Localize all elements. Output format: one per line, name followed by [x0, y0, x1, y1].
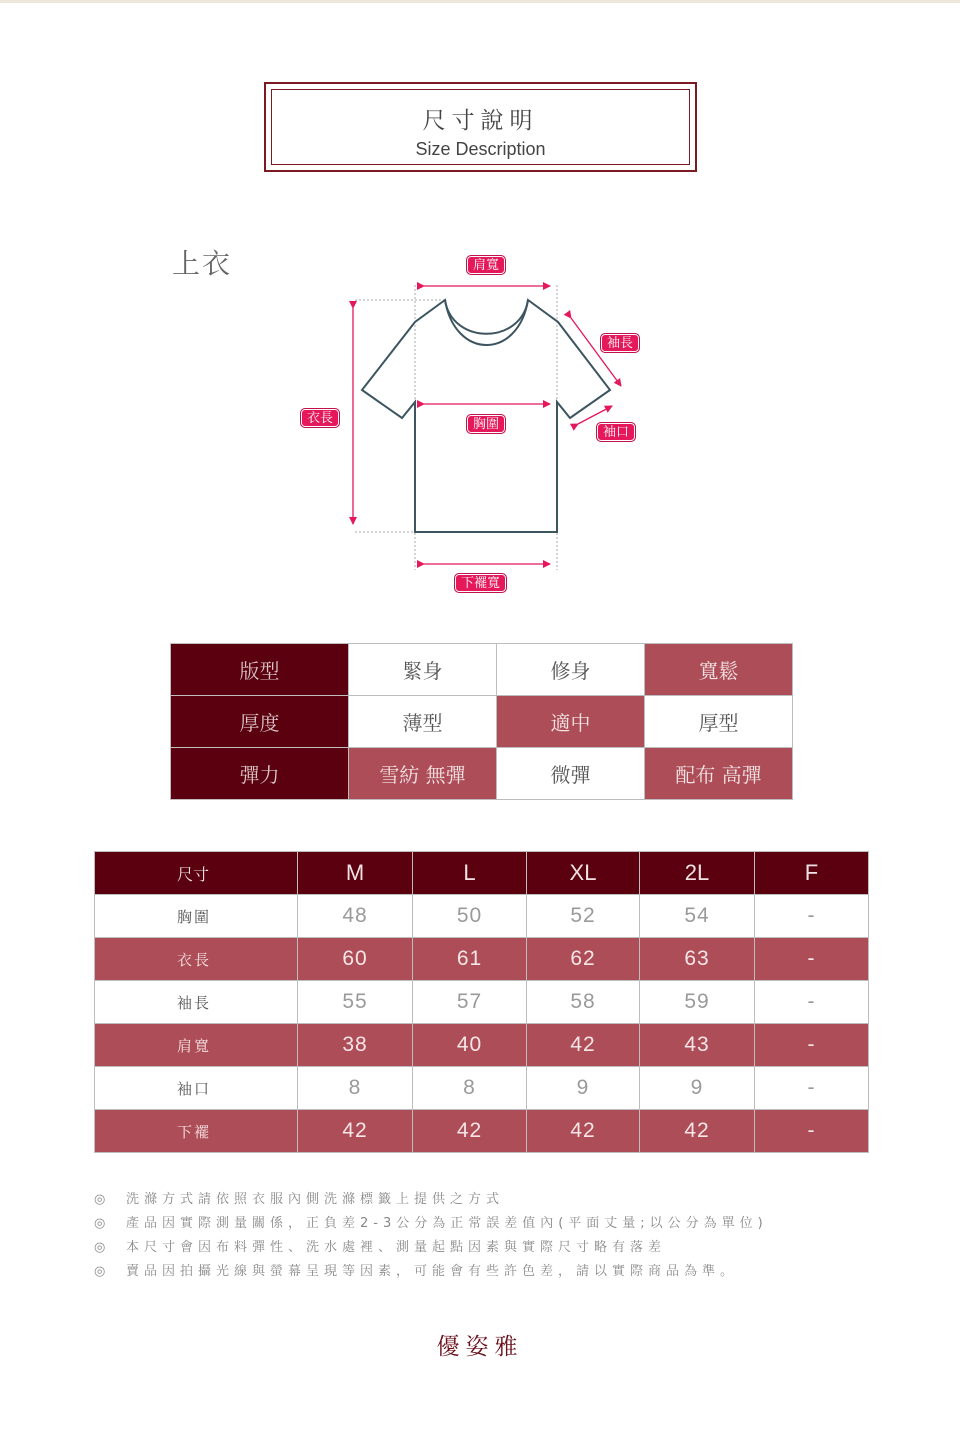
table-cell: 50: [413, 895, 527, 938]
table-cell: 42: [640, 1110, 755, 1153]
cuff-tag: 袖口: [596, 422, 636, 442]
note-text: 賣品因拍攝光線與螢幕呈現等因素，可能會有些許色差，請以實際商品為準。: [126, 1264, 739, 1279]
table-cell: 8: [413, 1067, 527, 1110]
guide-lines: [355, 285, 557, 570]
fit-table: [170, 643, 793, 800]
table-cell: 42: [298, 1110, 413, 1153]
table-cell: 61: [413, 938, 527, 981]
notes-list: [94, 1188, 934, 1284]
table-row: [95, 895, 869, 938]
chest-tag: 胸圍: [466, 414, 506, 434]
table-row: [95, 1024, 869, 1067]
table-row: [95, 1110, 869, 1153]
bullet-icon: ◎: [94, 1240, 106, 1255]
table-cell: 62: [527, 938, 640, 981]
row-label: 下襬: [95, 1110, 298, 1153]
table-cell: -: [755, 1024, 869, 1067]
fit-row-elasticity: [171, 748, 793, 800]
fit-label: 版型: [171, 644, 349, 696]
table-cell: 40: [413, 1024, 527, 1067]
table-cell: 9: [527, 1067, 640, 1110]
size-header-row: [95, 852, 869, 895]
hem-tag: 下襬寬: [454, 573, 507, 593]
fit-option: 微彈: [497, 748, 645, 800]
row-label: 胸圍: [95, 895, 298, 938]
page-subtitle: Size Description: [415, 139, 546, 159]
table-cell: 58: [527, 981, 640, 1024]
table-cell: 57: [413, 981, 527, 1024]
bullet-icon: ◎: [94, 1264, 106, 1279]
fit-option: 薄型: [349, 696, 497, 748]
note-item: [94, 1236, 934, 1260]
size-header: XL: [527, 852, 640, 895]
table-cell: -: [755, 1067, 869, 1110]
table-cell: 38: [298, 1024, 413, 1067]
brand-name: 優姿雅: [436, 1334, 524, 1360]
row-label: 衣長: [95, 938, 298, 981]
table-cell: 52: [527, 895, 640, 938]
fit-option-selected: 雪紡 無彈: [349, 748, 497, 800]
table-cell: 55: [298, 981, 413, 1024]
table-cell: 59: [640, 981, 755, 1024]
table-row: [95, 1067, 869, 1110]
fit-option-selected: 適中: [497, 696, 645, 748]
fit-label: 厚度: [171, 696, 349, 748]
fit-row-thickness: [171, 696, 793, 748]
size-table: [94, 851, 869, 1153]
table-cell: 60: [298, 938, 413, 981]
row-label: 袖長: [95, 981, 298, 1024]
note-item: [94, 1212, 934, 1236]
fit-option: 厚型: [645, 696, 793, 748]
table-row: [95, 981, 869, 1024]
fit-row-style: [171, 644, 793, 696]
note-text: 產品因實際測量關係，正負差2-3公分為正常誤差值內(平面丈量;以公分為單位): [126, 1216, 768, 1231]
section-label: 上衣: [172, 247, 233, 280]
size-header: L: [413, 852, 527, 895]
title-inner-frame: [271, 89, 690, 165]
table-cell: 63: [640, 938, 755, 981]
length-tag: 衣長: [300, 408, 340, 428]
fit-option: 緊身: [349, 644, 497, 696]
fit-option-selected: 配布 高彈: [645, 748, 793, 800]
table-cell: 42: [527, 1024, 640, 1067]
sleeve-length-tag: 袖長: [600, 333, 640, 353]
size-header: M: [298, 852, 413, 895]
table-cell: 42: [413, 1110, 527, 1153]
size-header: 尺寸: [95, 852, 298, 895]
note-text: 本尺寸會因布料彈性、洗水處裡、測量起點因素與實際尺寸略有落差: [126, 1240, 667, 1255]
bullet-icon: ◎: [94, 1192, 106, 1207]
note-item: [94, 1260, 934, 1284]
row-label: 袖口: [95, 1067, 298, 1110]
page-title: 尺寸說明: [422, 108, 539, 134]
size-header: 2L: [640, 852, 755, 895]
top-divider: [0, 0, 960, 3]
fit-label: 彈力: [171, 748, 349, 800]
table-cell: -: [755, 981, 869, 1024]
fit-option: 修身: [497, 644, 645, 696]
shoulder-tag: 肩寬: [466, 255, 506, 275]
note-text: 洗滌方式請依照衣服內側洗滌標籤上提供之方式: [126, 1192, 505, 1207]
table-cell: 43: [640, 1024, 755, 1067]
table-cell: 8: [298, 1067, 413, 1110]
table-cell: -: [755, 1110, 869, 1153]
title-frame: [264, 82, 697, 172]
size-header: F: [755, 852, 869, 895]
table-cell: -: [755, 938, 869, 981]
table-cell: 9: [640, 1067, 755, 1110]
note-item: [94, 1188, 934, 1212]
table-row: [95, 938, 869, 981]
table-cell: 54: [640, 895, 755, 938]
fit-option-selected: 寬鬆: [645, 644, 793, 696]
row-label: 肩寬: [95, 1024, 298, 1067]
table-cell: -: [755, 895, 869, 938]
table-cell: 42: [527, 1110, 640, 1153]
bullet-icon: ◎: [94, 1216, 106, 1231]
table-cell: 48: [298, 895, 413, 938]
